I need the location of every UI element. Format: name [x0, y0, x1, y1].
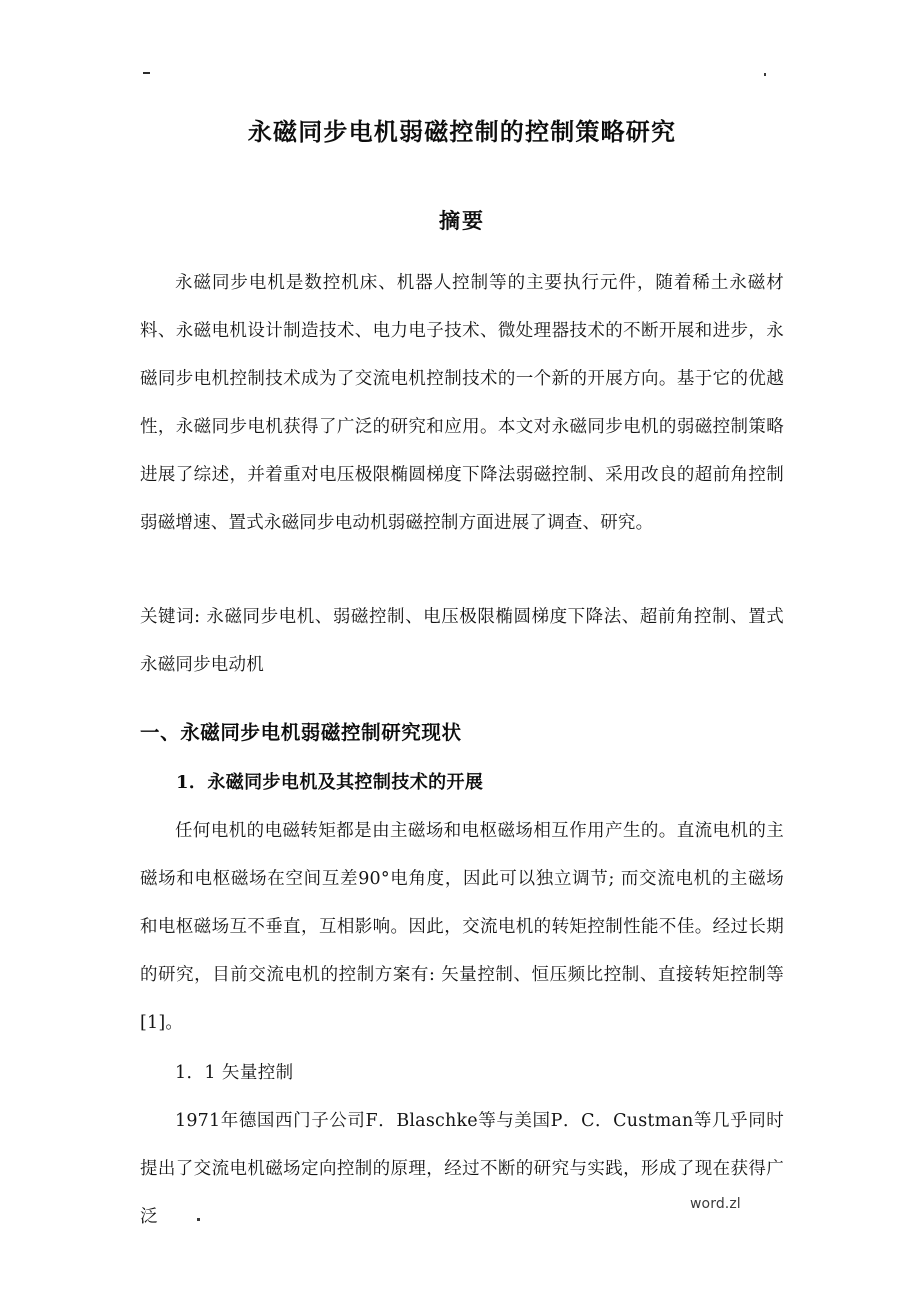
subsubsection-heading-1-1: 1．1 矢量控制: [175, 1063, 294, 1083]
footer-watermark: word.zl: [690, 1196, 741, 1212]
keywords-paragraph: 关键词: 永磁同步电机、弱磁控制、电压极限椭圆梯度下降法、超前角控制、置式永磁同步电动机: [140, 607, 784, 675]
subsubsection-1-1-paragraph: 1971年德国西门子公司F．Blaschke等与美国P．C．Custman等几乎同时提出了交流电机磁场定向控制的原理，经过不断的研究与实践，形成了现在获得广泛: [140, 1111, 784, 1227]
section-heading-1: 一、永磁同步电机弱磁控制研究现状: [140, 721, 462, 744]
abstract-paragraph: 永磁同步电机是数控机床、机器人控制等的主要执行元件，随着稀土永磁材料、永磁电机设计制造技术、电力电子技术、微处理器技术的不断开展和进步，永磁同步电机控制技术成为了交流电机控制技术的一个新的开展方向。基于它的优越性，永磁同步电机获得了广泛的研究和应用。本文对永磁同步电机的弱磁控制策略进展了综述，并着重对电压极限椭圆梯度下降法弱磁控制、采用改良的超前角控制弱磁增速、置式永磁同步电动机弱磁控制方面进展了调查、研究。: [140, 273, 784, 533]
abstract-heading: 摘要: [439, 208, 485, 233]
document-content: [140, 0, 784, 1241]
subsection-heading-1: 1．永磁同步电机及其控制技术的开展: [176, 772, 484, 793]
subsection-1-paragraph: 任何电机的电磁转矩都是由主磁场和电枢磁场相互作用产生的。直流电机的主磁场和电枢磁场在空间互差90°电角度，因此可以独立调节; 而交流电机的主磁场和电枢磁场互不垂直，互相影响。因此，交流电机的转矩控制性能不佳。经过长期的研究，目前交流电机的控制方案有: 矢量控制、恒压频比控制、直接转矩控制等[1]。: [140, 821, 784, 1033]
page-title: 永磁同步电机弱磁控制的控制策略研究: [247, 117, 677, 146]
footer-scan-mark-left: [197, 1218, 200, 1221]
